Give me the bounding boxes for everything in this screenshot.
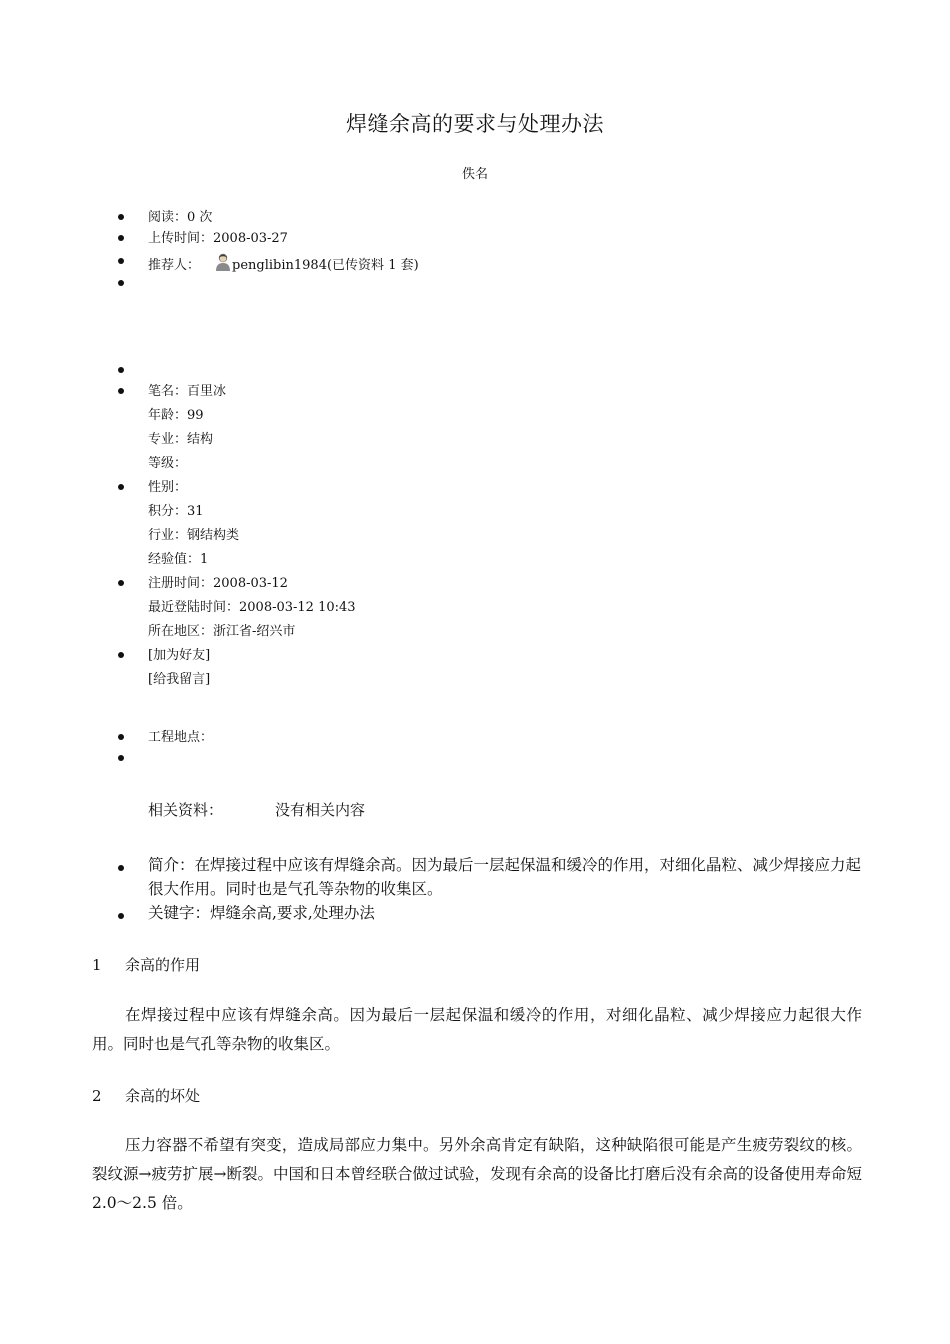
bullet-icon [118,865,124,871]
points: 积分：31 [148,504,204,519]
bullet-icon [118,484,124,490]
experience: 经验值：1 [148,552,209,567]
age: 年龄：99 [148,408,204,423]
section-title: 余高的坏处 [125,1087,201,1105]
section-number: 1 [92,956,102,974]
major: 专业：结构 [148,432,214,447]
project-location: 工程地点： [148,730,214,745]
recommender-suffix: (已传资料 1 套) [326,258,419,273]
bullet-icon [118,367,124,373]
section-heading [92,1085,200,1107]
leave-message-link[interactable]: [给我留言] [148,672,211,687]
recommender-link[interactable]: penglibin1984 [232,258,327,273]
section-heading [92,954,200,976]
read-count: 阅读：0 次 [148,210,213,225]
recommender-row [148,252,419,272]
last-login: 最近登陆时间：2008-03-12 10:43 [148,600,356,615]
summary-keywords: 关键字：焊缝余高,要求,处理办法 [148,904,375,922]
region: 所在地区：浙江省-绍兴市 [148,624,296,639]
pen-name: 笔名：百里冰 [148,384,227,399]
upload-time: 上传时间：2008-03-27 [148,231,288,246]
section-paragraph: 压力容器不希望有突变，造成局部应力集中。另外余高肯定有缺陷，这种缺陷很可能是产生疲劳裂纹的核。裂纹源→疲劳扩展→断裂。中国和日本曾经联合做过试验，发现有余高的设备比打磨后没有余高的设备使用寿命短 2.0～2.5 倍。 [92,1136,862,1212]
bullet-icon [118,258,124,264]
industry: 行业：钢结构类 [148,528,240,543]
bullet-icon [118,280,124,286]
summary-intro: 简介：在焊接过程中应该有焊缝余高。因为最后一层起保温和缓冷的作用，对细化晶粒、减少焊接应力起很大作用。同时也是气孔等杂物的收集区。 [148,856,862,898]
bullet-icon [118,580,124,586]
related-row [148,798,365,822]
bullet-icon [118,734,124,740]
bullet-icon [118,652,124,658]
gender: 性别： [148,480,188,495]
section-paragraph: 在焊接过程中应该有焊缝余高。因为最后一层起保温和缓冷的作用，对细化晶粒、减少焊接应力起很大作用。同时也是气孔等杂物的收集区。 [92,1006,862,1053]
level: 等级： [148,456,188,471]
bullet-icon [118,913,124,919]
bullet-icon [118,755,124,761]
related-label: 相关资料： [148,801,224,819]
avatar-icon[interactable] [214,252,232,272]
author: 佚名 [461,167,488,182]
related-value: 没有相关内容 [275,801,366,819]
add-friend-link[interactable]: [加为好友] [148,648,211,663]
section-title: 余高的作用 [125,956,201,974]
section-number: 2 [92,1087,102,1105]
page-title: 焊缝余高的要求与处理办法 [346,112,604,136]
bullet-icon [118,388,124,394]
register-time: 注册时间：2008-03-12 [148,576,288,591]
bullet-icon [118,214,124,220]
bullet-icon [118,235,124,241]
recommender-label: 推荐人： [148,258,201,273]
